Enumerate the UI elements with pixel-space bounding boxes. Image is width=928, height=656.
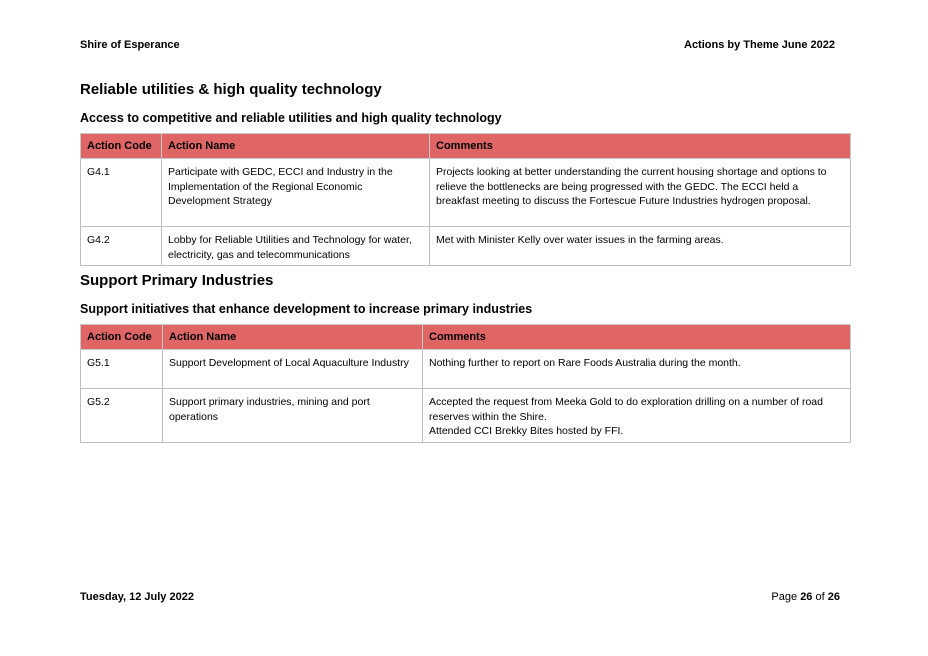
section-reliable-utilities xyxy=(80,80,850,266)
action-name-cell: Support Development of Local Aquaculture Industry xyxy=(163,350,423,389)
page-word: Page xyxy=(771,591,798,603)
comment-line: Attended CCI Brekky Bites hosted by FFI. xyxy=(429,425,624,437)
section-subtitle: Support initiatives that enhance development to increase primary industries xyxy=(80,302,533,316)
section-title: Reliable utilities & high quality technology xyxy=(80,81,382,98)
report-title: Actions by Theme June 2022 xyxy=(684,39,835,51)
action-name-cell: Lobby for Reliable Utilities and Technology for water, electricity, gas and telecommunications xyxy=(162,227,430,266)
action-code-cell: G4.1 xyxy=(81,159,162,227)
column-header-action-code: Action Code xyxy=(81,325,163,350)
comment-line: Met with Minister Kelly over water issues in the farming areas. xyxy=(436,234,724,246)
comment-line: Projects looking at better understanding the current housing shortage and options to relieve the bottlenecks are being progressed with the GEDC. The ECCI held a breakfast meeting to discuss the Fortescue Future Industries hydrogen proposal. xyxy=(436,166,827,207)
actions-table xyxy=(80,133,851,266)
section-title: Support Primary Industries xyxy=(80,272,274,289)
section-subtitle: Access to competitive and reliable utilities and high quality technology xyxy=(80,111,502,125)
page-number xyxy=(771,591,840,603)
column-header-comments: Comments xyxy=(430,134,851,159)
action-code-cell: G5.2 xyxy=(81,389,163,443)
report-date: Tuesday, 12 July 2022 xyxy=(80,591,194,603)
column-header-comments: Comments xyxy=(423,325,851,350)
page-total: 26 xyxy=(827,591,840,603)
table-row xyxy=(81,389,851,443)
page-current: 26 xyxy=(800,591,813,603)
action-code-cell: G4.2 xyxy=(81,227,162,266)
action-name-cell: Participate with GEDC, ECCI and Industry in the Implementation of the Regional Economic Development Strategy xyxy=(162,159,430,227)
action-code-cell: G5.1 xyxy=(81,350,163,389)
table-header-row xyxy=(81,325,851,350)
actions-table xyxy=(80,324,851,443)
comment-line: Accepted the request from Meeka Gold to do exploration drilling on a number of road reserves within the Shire. xyxy=(429,396,823,423)
table-row xyxy=(81,227,851,266)
comments-cell xyxy=(423,389,851,443)
table-header-row xyxy=(81,134,851,159)
section-primary-industries xyxy=(80,271,850,443)
table-row xyxy=(81,159,851,227)
table-row xyxy=(81,350,851,389)
column-header-action-name: Action Name xyxy=(163,325,423,350)
comment-line: Nothing further to report on Rare Foods Australia during the month. xyxy=(429,357,741,369)
comments-cell xyxy=(430,159,851,227)
action-name-cell: Support primary industries, mining and port operations xyxy=(163,389,423,443)
organization-name: Shire of Esperance xyxy=(80,39,180,51)
comments-cell xyxy=(430,227,851,266)
comments-cell xyxy=(423,350,851,389)
column-header-action-code: Action Code xyxy=(81,134,162,159)
of-word: of xyxy=(815,591,825,603)
column-header-action-name: Action Name xyxy=(162,134,430,159)
